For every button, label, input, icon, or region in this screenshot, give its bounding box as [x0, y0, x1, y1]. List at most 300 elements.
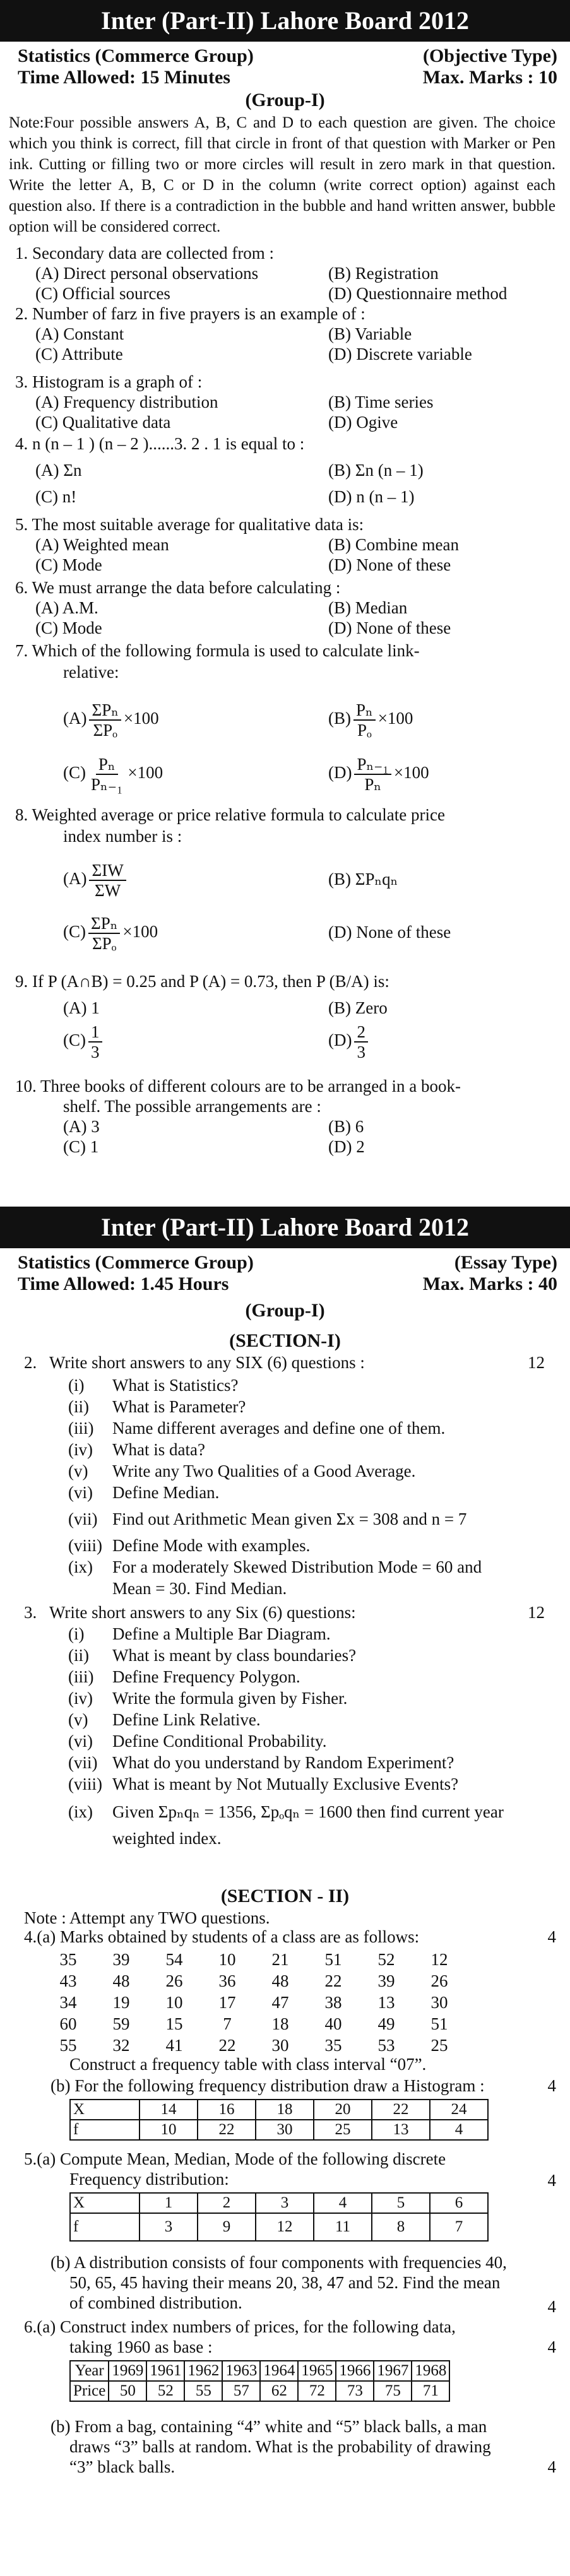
q5a-text-continued: Frequency distribution:: [69, 2170, 229, 2189]
q2-option-b: (B) Variable: [328, 324, 412, 343]
q3-item-viii: [68, 1775, 458, 1794]
formula-fraction: [88, 755, 125, 794]
item-number: (vi): [68, 1732, 93, 1751]
denominator: Pₙ: [364, 775, 382, 794]
marks-data-cell: 49: [377, 2014, 395, 2033]
q-text: Histogram is a graph of :: [32, 372, 203, 391]
table-cell: 9: [198, 2213, 256, 2241]
objective-header-row-1: [18, 45, 557, 67]
table-cell: X: [70, 2193, 140, 2213]
q3-item-ii: [68, 1646, 356, 1665]
question-10: [15, 1077, 461, 1096]
x-row: [70, 2193, 488, 2213]
q-label: 6.(a): [24, 2317, 56, 2336]
table-cell: 10: [140, 2120, 198, 2140]
table-cell: 5: [372, 2193, 430, 2213]
q6b: [50, 2417, 487, 2437]
marks-data-cell: 18: [271, 2014, 289, 2033]
item-text: What is meant by Not Mutually Exclusive Events?: [112, 1775, 459, 1793]
q-text: The most suitable average for qualitative data is:: [32, 515, 364, 534]
q-number: 9.: [15, 972, 28, 991]
marks-data-row: [42, 1949, 466, 1970]
q5-option-d: (D) None of these: [328, 555, 451, 574]
table-cell: 11: [314, 2213, 372, 2241]
q-text: Compute Mean, Median, Mode of the following discrete: [59, 2149, 446, 2168]
marks-data-cell: 35: [59, 1949, 77, 1969]
q4a: [24, 1927, 419, 1947]
q3-item-i: [68, 1624, 331, 1644]
marks-data-cell: 34: [59, 1992, 77, 2012]
q3-item-ix: [68, 1802, 504, 1822]
item-number: (iii): [68, 1667, 94, 1686]
denominator: 3: [357, 1043, 365, 1061]
q9-option-c: [63, 1022, 105, 1061]
q-number: 7.: [15, 641, 28, 660]
essay-question-2: [24, 1353, 365, 1373]
question-1: [15, 244, 274, 263]
q-number: 3.: [24, 1603, 37, 1622]
price-row: [70, 2381, 449, 2401]
q1-option-c: (C) Official sources: [35, 284, 170, 303]
table-cell: 1962: [184, 2361, 222, 2381]
q3-marks: 12: [528, 1603, 545, 1622]
table-cell: 7: [430, 2213, 488, 2241]
table-cell: 8: [372, 2213, 430, 2241]
marks-data-cell: 48: [271, 1971, 289, 1990]
table-cell: 1961: [146, 2361, 184, 2381]
q-label: (b): [50, 2253, 71, 2272]
question-4: [15, 434, 304, 454]
item-number: (i): [68, 1624, 85, 1643]
essay-header-row-1: [18, 1252, 557, 1273]
table-cell: 1963: [222, 2361, 260, 2381]
marks-data-cell: 30: [430, 1992, 448, 2012]
essay-time: Time Allowed: 1.45 Hours: [18, 1273, 229, 1294]
essay-group: (Group-I): [245, 1300, 325, 1321]
q7-option-b: [328, 700, 413, 740]
marks-data-cell: 35: [324, 2035, 342, 2055]
f-row: [70, 2213, 488, 2241]
marks-data-cell: 36: [218, 1971, 236, 1990]
marks-data-table: [42, 1949, 466, 2056]
marks-data-row: [42, 1970, 466, 1992]
q3-item-v: [68, 1710, 261, 1730]
table-cell: 1: [140, 2193, 198, 2213]
item-number: (vii): [68, 1510, 98, 1528]
q-text: Marks obtained by students of a class are as follows:: [59, 1927, 420, 1946]
q-text: Construct index numbers of prices, for the following data,: [59, 2317, 456, 2336]
essay-subject: Statistics (Commerce Group): [18, 1252, 254, 1273]
table-cell: 2: [198, 2193, 256, 2213]
item-text: What is Parameter?: [112, 1397, 246, 1416]
q5b: [50, 2253, 507, 2272]
objective-type: (Objective Type): [422, 45, 557, 66]
marks-data-row: [42, 2035, 466, 2056]
q6-option-a: (A) A.M.: [35, 598, 98, 617]
q6a: [24, 2317, 456, 2337]
marks-data-cell: 48: [112, 1971, 130, 1990]
q-text: A distribution consists of four components with frequencies 40,: [73, 2253, 507, 2272]
formula-fraction: [353, 700, 376, 740]
table-cell: 6: [430, 2193, 488, 2213]
q2-item-i: [68, 1376, 238, 1395]
question-3: [15, 372, 202, 392]
q7-option-c: [63, 755, 163, 794]
q6a-marks: 4: [547, 2337, 556, 2356]
numerator: Pₙ₋₁: [354, 755, 391, 775]
q-text: n (n – 1 ) (n – 2 )......3. 2 . 1 is equal to :: [32, 434, 305, 453]
essay-question-3: [24, 1603, 356, 1622]
item-text: What is data?: [112, 1440, 205, 1459]
q6a-text-continued: taking 1960 as base :: [69, 2337, 213, 2356]
q5b-marks: 4: [547, 2297, 556, 2316]
marks-data-cell: 7: [223, 2014, 232, 2033]
q-text: Secondary data are collected from :: [32, 244, 275, 263]
marks-data-cell: 53: [377, 2035, 395, 2055]
item-number: (iv): [68, 1440, 93, 1459]
marks-data-cell: 10: [218, 1949, 236, 1969]
q3-option-d: (D) Ogive: [328, 413, 398, 432]
question-7: [15, 641, 420, 661]
item-number: (ix): [68, 1557, 93, 1576]
essay-marks: Max. Marks : 40: [422, 1273, 557, 1294]
q2-marks: 12: [528, 1353, 545, 1372]
q-number: 6.: [15, 578, 28, 597]
option-letter: (C): [63, 922, 86, 942]
q10-option-a: (A) 3: [63, 1117, 100, 1136]
marks-data-cell: 15: [165, 2014, 183, 2033]
table-cell: 1968: [412, 2361, 449, 2381]
q-number: 8.: [15, 805, 28, 824]
table-cell: 71: [412, 2381, 449, 2401]
table-cell: 1969: [109, 2361, 146, 2381]
numerator: 1: [88, 1022, 102, 1043]
marks-data-cell: 60: [59, 2014, 77, 2033]
formula-fraction: [354, 1022, 368, 1061]
table-cell: 52: [146, 2381, 184, 2401]
q3-item-iv: [68, 1689, 347, 1708]
item-text: Find out Arithmetic Mean given Σx = 308 and n = 7: [112, 1510, 467, 1528]
q3-option-c: (C) Qualitative data: [35, 413, 171, 432]
q2-item-v: [68, 1462, 415, 1481]
marks-data-cell: 30: [271, 2035, 289, 2055]
table-cell: 1964: [260, 2361, 298, 2381]
item-number: (vi): [68, 1483, 93, 1502]
item-number: (v): [68, 1462, 88, 1480]
q9-option-b: (B) Zero: [328, 998, 388, 1017]
item-number: (viii): [68, 1775, 102, 1793]
option-letter: (A): [63, 709, 87, 728]
q-number: 2.: [15, 304, 28, 323]
option-letter: (D): [328, 763, 352, 783]
q5b-text-line-2: 50, 65, 45 having their means 20, 38, 47 and 52. Find the mean: [69, 2273, 501, 2292]
q8-option-a: [63, 861, 129, 900]
q-label: 4.(a): [24, 1927, 56, 1946]
item-number: (vii): [68, 1753, 98, 1772]
table-cell: 1966: [336, 2361, 374, 2381]
q2-item-iv: [68, 1440, 205, 1460]
item-number: (i): [68, 1376, 85, 1395]
q-number: 4.: [15, 434, 28, 453]
table-cell: 50: [109, 2381, 146, 2401]
formula-fraction: [89, 700, 121, 740]
item-text: Define Mode with examples.: [112, 1536, 311, 1555]
table-cell: X: [70, 2100, 140, 2120]
q-number: 10.: [15, 1077, 37, 1096]
q6b-marks: 4: [547, 2457, 556, 2476]
q5-option-c: (C) Mode: [35, 555, 102, 574]
q-text: Number of farz in five prayers is an example of :: [32, 304, 365, 323]
denominator: Pₒ: [357, 721, 372, 740]
q2-item-iii: [68, 1419, 445, 1438]
table-cell: Year: [70, 2361, 109, 2381]
table-cell: 20: [314, 2100, 372, 2120]
price-index-table: [69, 2360, 450, 2402]
q-text: From a bag, containing “4” white and “5” black balls, a man: [74, 2417, 487, 2436]
q8-option-c: [63, 914, 158, 953]
q-label: (b): [50, 2076, 71, 2095]
q-text: Three books of different colours are to be arranged in a book-: [40, 1077, 461, 1096]
item-text: What do you understand by Random Experiment?: [112, 1753, 454, 1772]
table-cell: f: [70, 2213, 140, 2241]
table-cell: 30: [256, 2120, 314, 2140]
denominator: ΣPₒ: [93, 721, 117, 740]
q2-item-ix-continued: Mean = 30. Find Median.: [112, 1579, 287, 1598]
q5b-text-line-3: of combined distribution.: [69, 2293, 242, 2312]
marks-data-cell: 51: [430, 2014, 448, 2033]
option-letter: (C): [63, 1031, 86, 1050]
section-2-note: Note : Attempt any TWO questions.: [24, 1908, 270, 1927]
numerator: Pₙ: [96, 755, 118, 775]
table-cell: 14: [140, 2100, 198, 2120]
q4-option-a: (A) Σn: [35, 461, 82, 480]
formula-fraction: [89, 861, 126, 900]
section-2-heading: (SECTION - II): [220, 1886, 350, 1906]
marks-data-cell: 47: [271, 1992, 289, 2012]
table-cell: 75: [374, 2381, 412, 2401]
q-text: Write short answers to any Six (6) questions:: [49, 1603, 356, 1622]
q1-option-d: (D) Questionnaire method: [328, 284, 508, 303]
table-cell: 18: [256, 2100, 314, 2120]
item-text: Define Frequency Polygon.: [112, 1667, 300, 1686]
q-number: 1.: [15, 244, 28, 263]
q3-item-vii: [68, 1753, 454, 1773]
item-number: (iv): [68, 1689, 93, 1708]
q8-option-d: (D) None of these: [328, 923, 451, 942]
marks-data-cell: 21: [271, 1949, 289, 1969]
table-cell: 57: [222, 2381, 260, 2401]
numerator: ΣPₙ: [88, 914, 120, 934]
marks-data-cell: 51: [324, 1949, 342, 1969]
marks-data-cell: 17: [218, 1992, 236, 2012]
formula-fraction: [354, 755, 391, 794]
discrete-frequency-table: [69, 2192, 489, 2242]
item-text: What is Statistics?: [112, 1376, 239, 1395]
q-label: (b): [50, 2417, 71, 2436]
table-cell: 3: [140, 2213, 198, 2241]
table-cell: 12: [256, 2213, 314, 2241]
table-cell: 62: [260, 2381, 298, 2401]
table-cell: 55: [184, 2381, 222, 2401]
marks-data-cell: 13: [377, 1992, 395, 2012]
q4a-marks: 4: [547, 1927, 556, 1946]
table-cell: 24: [430, 2100, 488, 2120]
x-row: [70, 2100, 488, 2120]
section-1-heading: (SECTION-I): [229, 1330, 341, 1351]
marks-data-cell: 54: [165, 1949, 183, 1969]
times-100: ×100: [123, 709, 159, 728]
item-number: (ii): [68, 1397, 89, 1416]
objective-note: Note:Four possible answers A, B, C and D to each question are given. The choice which you think is correct, fill that circle in front of that question with Marker or Pen ink. Cutting or filling two or more circles will result in zero mark in that question. Write the letter A, B, C or D in the column (write correct option) against each question also. If there is a contradiction in the bubble and hand written answer, bubble option will be considered correct.: [9, 114, 555, 235]
table-cell: 73: [336, 2381, 374, 2401]
q-text: For the following frequency distribution draw a Histogram :: [74, 2076, 485, 2095]
numerator: 2: [354, 1022, 368, 1043]
marks-data-cell: 25: [430, 2035, 448, 2055]
q2-option-d: (D) Discrete variable: [328, 345, 472, 363]
marks-data-cell: 59: [112, 2014, 130, 2033]
objective-time: Time Allowed: 15 Minutes: [18, 67, 230, 88]
marks-data-cell: 26: [165, 1971, 183, 1990]
objective-banner: Inter (Part-II) Lahore Board 2012: [0, 0, 570, 42]
option-letter: (D): [328, 1031, 352, 1050]
q-label: 5.(a): [24, 2149, 56, 2168]
marks-data-cell: 10: [165, 1992, 183, 2012]
item-number: (ii): [68, 1646, 89, 1665]
essay-type: (Essay Type): [454, 1252, 557, 1273]
objective-group: (Group-I): [245, 90, 325, 110]
times-100: ×100: [377, 709, 413, 728]
histogram-frequency-table: [69, 2099, 489, 2141]
q4b: [50, 2076, 485, 2096]
q6-option-c: (C) Mode: [35, 618, 102, 637]
times-100: ×100: [393, 763, 429, 783]
q6b-text-line-3: “3” black balls.: [69, 2457, 175, 2476]
denominator: Pₙ₋₁: [91, 775, 123, 794]
marks-data-cell: 22: [324, 1971, 342, 1990]
table-cell: 1965: [298, 2361, 336, 2381]
table-cell: 4: [430, 2120, 488, 2140]
item-number: (viii): [68, 1536, 102, 1555]
denominator: ΣPₒ: [92, 934, 117, 953]
table-cell: 22: [198, 2120, 256, 2140]
item-text: Given Σpₙqₙ = 1356, Σpₒqₙ = 1600 then find current year: [112, 1802, 504, 1821]
marks-data-cell: 32: [112, 2035, 130, 2055]
table-cell: 22: [372, 2100, 430, 2120]
q3-item-vi: [68, 1732, 326, 1751]
table-cell: f: [70, 2120, 140, 2140]
q-number: 3.: [15, 372, 28, 391]
question-5: [15, 515, 364, 535]
formula-fraction: [88, 914, 120, 953]
item-text: For a moderately Skewed Distribution Mode = 60 and: [112, 1557, 482, 1576]
table-cell: 3: [256, 2193, 314, 2213]
q5a: [24, 2149, 446, 2169]
q2-option-c: (C) Attribute: [35, 345, 123, 363]
q-text: If P (A∩B) = 0.25 and P (A) = 0.73, then P (B/A) is:: [32, 972, 389, 991]
q1-option-a: (A) Direct personal observations: [35, 264, 259, 283]
denominator: ΣW: [94, 881, 121, 900]
q7-option-d: [328, 755, 429, 794]
q10-option-c: (C) 1: [63, 1137, 99, 1156]
item-text: Define Link Relative.: [112, 1710, 261, 1729]
marks-data-cell: 52: [377, 1949, 395, 1969]
q4-option-d: (D) n (n – 1): [328, 487, 415, 506]
q4b-marks: 4: [547, 2076, 556, 2095]
times-100: ×100: [122, 922, 158, 942]
times-100: ×100: [128, 763, 163, 783]
table-cell: 25: [314, 2120, 372, 2140]
item-number: (v): [68, 1710, 88, 1729]
marks-data-body: [42, 1949, 466, 2056]
objective-subject: Statistics (Commerce Group): [18, 45, 254, 66]
marks-data-cell: 39: [377, 1971, 395, 1990]
marks-data-cell: 41: [165, 2035, 183, 2055]
item-text: Define Median.: [112, 1483, 220, 1502]
q10-option-b: (B) 6: [328, 1117, 364, 1136]
q10-option-d: (D) 2: [328, 1137, 365, 1156]
q8-text-continued: index number is :: [63, 827, 182, 846]
q-text: Which of the following formula is used to calculate link-: [32, 641, 420, 660]
year-row: [70, 2361, 449, 2381]
essay-header-row-2: [18, 1273, 557, 1295]
q-text: Weighted average or price relative formula to calculate price: [32, 805, 445, 824]
q9-option-d: [328, 1022, 371, 1061]
q10-text-continued: shelf. The possible arrangements are :: [63, 1097, 321, 1116]
q2-item-ii: [68, 1397, 246, 1417]
option-letter: (C): [63, 763, 86, 783]
q2-item-ix: [68, 1557, 482, 1577]
q4-option-b: (B) Σn (n – 1): [328, 461, 424, 480]
q2-item-viii: [68, 1536, 310, 1556]
formula-fraction: [88, 1022, 102, 1061]
question-8: [15, 805, 445, 825]
table-cell: 13: [372, 2120, 430, 2140]
q5-option-b: (B) Combine mean: [328, 535, 459, 554]
q3-item-ix-continued: weighted index.: [112, 1829, 222, 1848]
q2-item-vi: [68, 1483, 219, 1503]
table-cell: 72: [298, 2381, 336, 2401]
q3-option-b: (B) Time series: [328, 393, 434, 411]
q-text: We must arrange the data before calculating :: [32, 578, 341, 597]
objective-marks: Max. Marks : 10: [422, 67, 557, 88]
q4a-instruction: Construct a frequency table with class interval “07”.: [69, 2055, 427, 2074]
objective-header-row-2: [18, 67, 557, 88]
marks-data-cell: 40: [324, 2014, 342, 2033]
item-number: (ix): [68, 1802, 93, 1821]
q2-item-vii: [68, 1510, 466, 1529]
f-row: [70, 2120, 488, 2140]
q6-option-d: (D) None of these: [328, 618, 451, 637]
q1-option-b: (B) Registration: [328, 264, 439, 283]
q4-option-c: (C) n!: [35, 487, 77, 506]
marks-data-row: [42, 1992, 466, 2013]
item-text: What is meant by class boundaries?: [112, 1646, 357, 1665]
numerator: Pₙ: [353, 700, 376, 721]
q6-option-b: (B) Median: [328, 598, 408, 617]
q5a-marks: 4: [547, 2171, 556, 2190]
item-text: Write the formula given by Fisher.: [112, 1689, 348, 1708]
marks-data-cell: 26: [430, 1971, 448, 1990]
marks-data-row: [42, 2013, 466, 2035]
question-6: [15, 578, 340, 598]
item-text: Write any Two Qualities of a Good Average.: [112, 1462, 416, 1480]
q-text: Write short answers to any SIX (6) questions :: [49, 1353, 365, 1372]
q7-text-continued: relative:: [63, 663, 119, 682]
q3-item-iii: [68, 1667, 300, 1687]
essay-banner: Inter (Part-II) Lahore Board 2012: [0, 1207, 570, 1248]
q5-option-a: (A) Weighted mean: [35, 535, 169, 554]
q6b-text-line-2: draws “3” balls at random. What is the probability of drawing: [69, 2437, 491, 2456]
